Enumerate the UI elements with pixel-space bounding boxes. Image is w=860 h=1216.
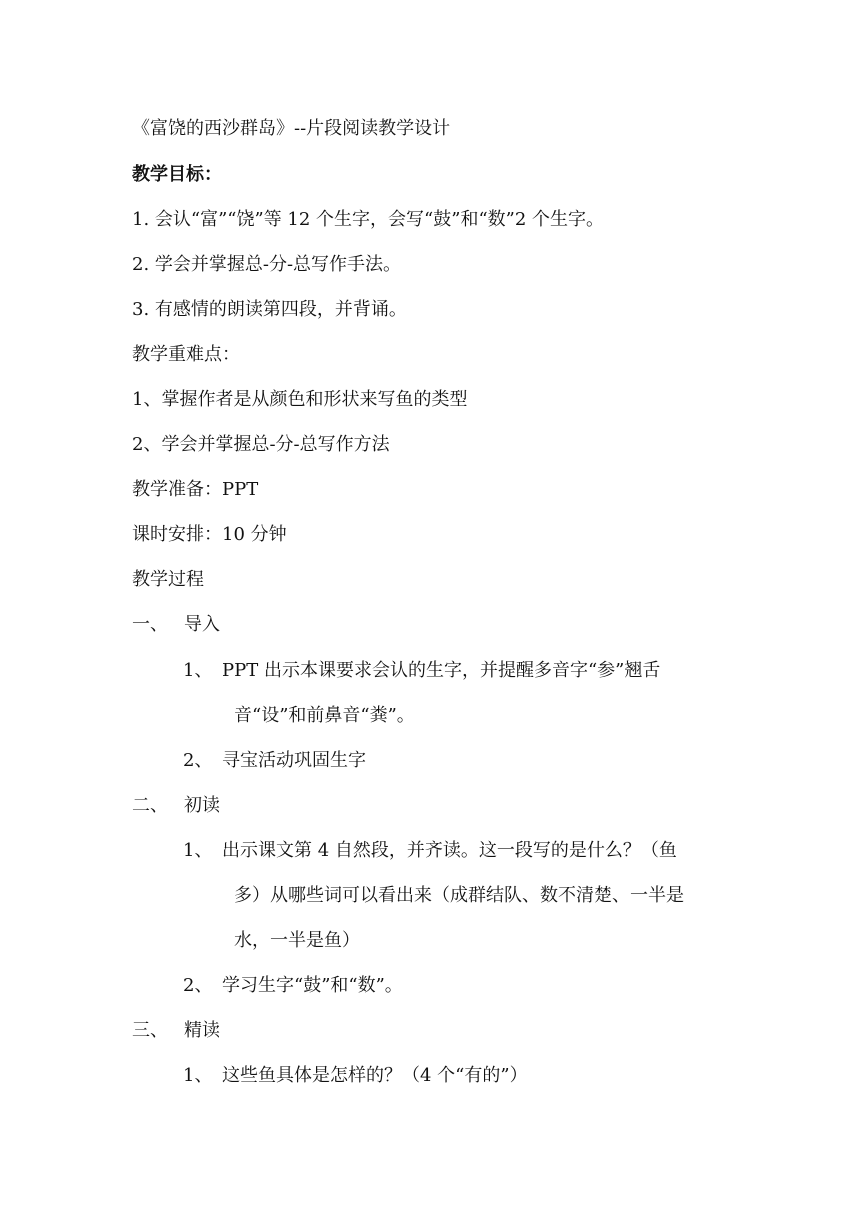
item-text: 多）从哪些词可以看出来（成群结队、数不清楚、一半是: [234, 885, 684, 906]
section-title: 导入: [184, 614, 220, 635]
objective-item: 2. 学会并掌握总-分-总写作手法。: [132, 254, 402, 275]
item-text: 这些鱼具体是怎样的？（4 个“有的”）: [222, 1065, 528, 1086]
section-number: 一、: [132, 614, 168, 635]
section-title: 精读: [184, 1020, 220, 1041]
item-number: 2、: [183, 750, 213, 771]
item-text: 学习生字“鼓”和“数”。: [222, 975, 403, 996]
preparation-line: 教学准备：PPT: [132, 479, 259, 500]
key-point-item: 1、掌握作者是从颜色和形状来写鱼的类型: [132, 389, 468, 410]
section-title: 初读: [184, 795, 220, 816]
document-title: 《富饶的西沙群岛》--片段阅读教学设计: [132, 118, 451, 139]
item-text: PPT 出示本课要求会认的生字，并提醒多音字“参”翘舌: [222, 660, 661, 681]
item-text: 寻宝活动巩固生字: [222, 750, 366, 771]
schedule-line: 课时安排：10 分钟: [132, 524, 287, 545]
objective-item: 1. 会认“富”“饶”等 12 个生字，会写“鼓”和“数”2 个生字。: [132, 209, 605, 230]
item-text: 水，一半是鱼）: [234, 930, 360, 951]
objectives-heading: 教学目标：: [132, 164, 222, 185]
key-point-item: 2、学会并掌握总-分-总写作方法: [132, 434, 390, 455]
section-number: 二、: [132, 795, 168, 816]
item-number: 2、: [183, 975, 213, 996]
objective-item: 3. 有感情的朗读第四段，并背诵。: [132, 299, 407, 320]
item-number: 1、: [183, 660, 213, 681]
item-text: 音“设”和前鼻音“粪”。: [234, 705, 415, 726]
process-heading: 教学过程: [132, 569, 204, 590]
section-number: 三、: [132, 1020, 168, 1041]
item-number: 1、: [183, 840, 213, 861]
key-points-heading: 教学重难点：: [132, 344, 240, 365]
item-number: 1、: [183, 1065, 213, 1086]
item-text: 出示课文第 4 自然段，并齐读。这一段写的是什么？（鱼: [222, 840, 677, 861]
